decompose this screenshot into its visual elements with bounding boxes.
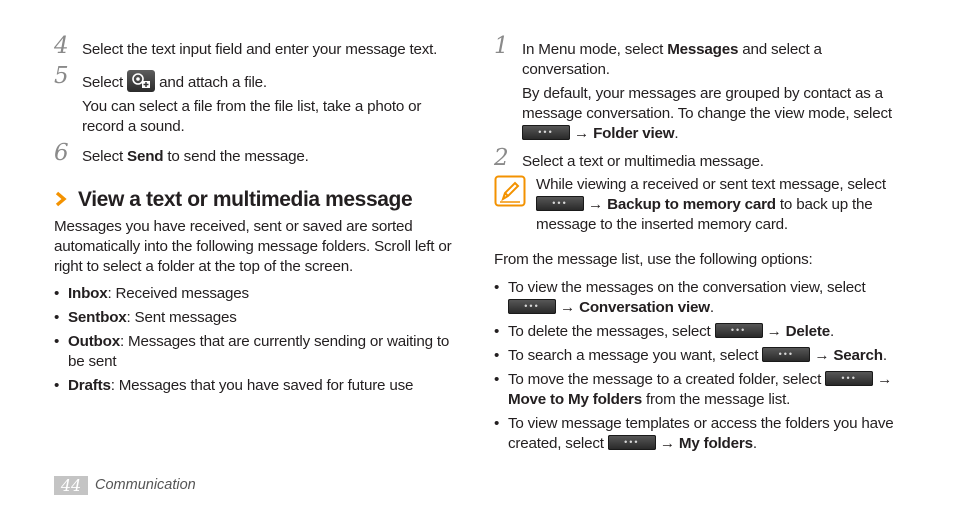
more-button-icon [825,371,873,386]
item-post: . [709,299,714,316]
step-4 [54,33,464,60]
more-dots: ••• [624,437,640,447]
step-number: 4 [54,33,69,59]
more-dots: ••• [778,349,795,359]
item-post: . [752,435,757,452]
item-bold: Outbox [68,333,120,350]
bullet: • [54,333,60,350]
arrow: → [814,347,830,364]
bullet: • [494,323,500,340]
item-bold: Conversation view [579,299,710,316]
list-item [494,278,904,318]
item-bold: Delete [785,323,831,340]
more-dots: ••• [524,301,540,311]
chapter-name: Communication [95,477,196,493]
step-number: 6 [54,140,69,166]
list-item [54,376,464,396]
list-item [494,414,904,454]
bullet: • [494,415,500,432]
step-text [82,147,464,167]
arrow: → [560,299,576,316]
item-text: : Messages that you have saved for future use [110,377,414,394]
step-text-pre: Select [82,148,128,165]
step-6 [54,140,464,167]
note-pencil-icon [494,175,526,207]
arrow: → [877,371,893,388]
options-intro: From the message list, use the following options: [494,251,813,268]
more-dots: ••• [841,373,857,383]
item-bold: Drafts [68,377,111,394]
subtext-bold: Folder view [593,125,675,142]
step-text [82,70,464,93]
more-dots: ••• [538,127,554,137]
step-text-post: and select a conversation. [522,41,822,78]
item-text: : Sent messages [126,309,237,326]
section-title-text: View a text or multimedia message [78,188,413,211]
attach-icon [127,70,155,92]
arrow: → [659,435,675,452]
step-text-post: to send the message. [163,148,309,165]
step-text [522,40,904,80]
item-pre: To search a message you want, select [508,347,759,364]
note-block [494,175,904,235]
bullet: • [54,309,60,326]
more-button-icon [762,347,810,362]
step-text: Select a text or multimedia message. [522,153,764,170]
step-text-post: and attach a file. [159,74,267,91]
bullet: • [54,377,60,394]
step-text-pre: In Menu mode, select [522,41,668,58]
list-item [494,322,904,342]
step-number: 2 [494,145,509,171]
list-item [54,332,464,372]
step-number: 5 [54,63,69,89]
arrow: → [766,323,782,340]
item-bold: Inbox [68,285,108,302]
section-heading [54,187,464,213]
bullet: • [494,371,500,388]
item-pre: To delete the messages, select [508,323,711,340]
left-column [54,33,464,400]
list-item [494,346,904,366]
bullet: • [494,279,500,296]
bullet: • [494,347,500,364]
list-item [54,308,464,328]
page-number: 44 [54,476,88,495]
item-bold: Move to My folders [508,391,642,408]
step-text-pre: Select [82,74,124,91]
item-bold: Search [833,347,883,364]
item-post: . [882,347,887,364]
options-list [494,278,904,454]
more-dots: ••• [730,325,747,335]
more-button-icon [508,299,556,314]
item-post: from the message list. [641,391,791,408]
note-pre: While viewing a received or sent text message, select [536,176,886,193]
subtext-post: . [674,125,679,142]
bullet: • [54,285,60,302]
item-bold: My folders [678,435,753,452]
step-subtext [522,84,904,144]
item-text: : Messages that are currently sending or waiting to be sent [68,333,450,370]
step-bold: Send [127,148,164,165]
item-bold: Sentbox [68,309,127,326]
more-button-icon [608,435,656,450]
item-post: . [830,323,835,340]
note-bold: Backup to memory card [607,196,776,213]
list-item [494,370,904,410]
folder-list [54,284,464,396]
more-button-icon [522,125,570,140]
item-pre: To move the message to a created folder, select [508,371,822,388]
item-text: : Received messages [107,285,249,302]
step-bold: Messages [667,41,739,58]
chevron-right-icon [54,191,68,207]
list-item [54,284,464,304]
more-button-icon [536,196,584,211]
step-5 [54,63,464,137]
step-1 [494,33,904,144]
more-dots: ••• [552,198,568,208]
step-number: 1 [494,33,509,59]
subtext-pre: By default, your messages are grouped by contact as a message conversation. To change the view mode, select [522,85,892,122]
step-2 [494,145,904,172]
right-column [494,33,904,458]
note-post: to back up the message to the inserted memory card. [536,196,873,233]
arrow: → [574,125,590,142]
arrow: → [588,196,604,213]
item-pre: To view message templates or access the folders you have created, select [508,415,894,452]
item-pre: To view the messages on the conversation view, select [508,279,866,296]
section-body: Messages you have received, sent or saved are sorted automatically into the following message folders. Scroll left or right to select a folder at the top of the screen. [54,218,452,275]
more-button-icon [715,323,763,338]
step-subtext: You can select a file from the file list, take a photo or record a sound. [82,98,422,135]
step-text: Select the text input field and enter your message text. [82,41,438,58]
